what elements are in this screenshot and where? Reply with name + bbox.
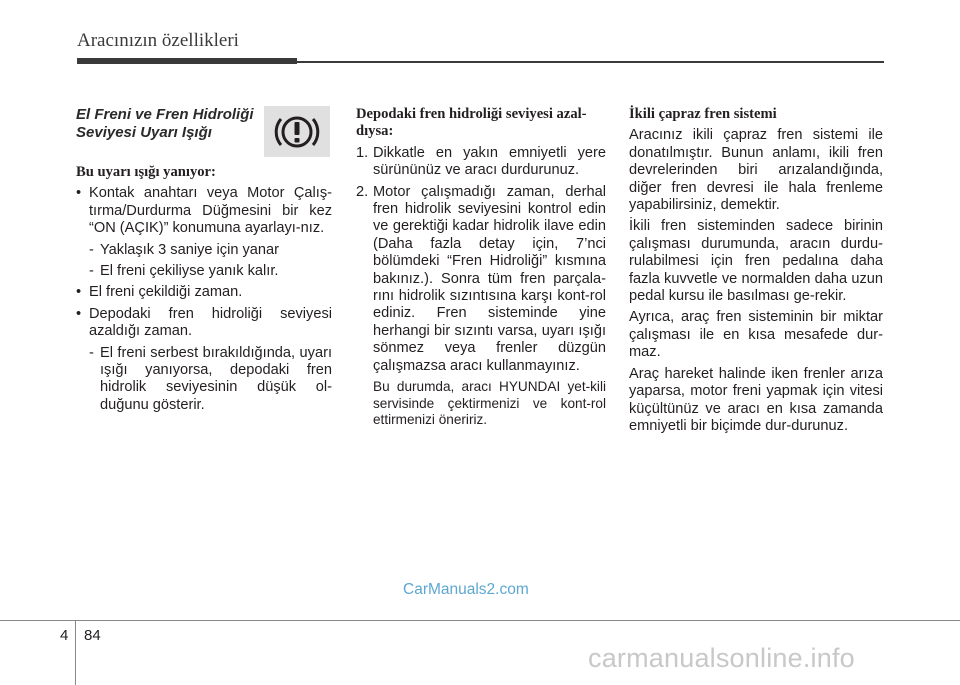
col2-subhead: Depodaki fren hidroliği seviyesi azal-dıysa: xyxy=(356,106,587,140)
col3-subhead: İkili çapraz fren sistemi xyxy=(629,106,777,122)
list-item: 1. Dikkatle en yakın emniyetli yere sürününüz ve aracı durdurunuz. xyxy=(356,144,606,179)
sub-item: - El freni çekiliyse yanık kalır. xyxy=(89,263,279,280)
col2-note: Bu durumda, aracı HYUNDAI yet-kili servisinde çektirmenizi ve kont-rol ettirmenizi öneririz. xyxy=(373,379,606,428)
column-3 xyxy=(629,106,883,439)
column-2 xyxy=(356,106,606,429)
col3-paragraph: Ayrıca, araç fren sisteminin bir miktar çalışması ile en kısa mesafede dur-maz. xyxy=(629,309,883,361)
list-item: 2. Motor çalışmadığı zaman, derhal fren hidrolik seviyesini kontrol edin ve gerektiği kadar hidrolik ilave edin (Daha fazla detay için, 7’nci bölümdeki “Fren Hidroliği” kısmına bakınız.). Sonra tüm fren parçala-rını hidrolik sızıntısına karşı kont-rol ediniz. Fren sisteminde yine herhangi bir sızıntı varsa, uyarı ışığı sönmez veya frenler düzgün çalışmazsa aracı kullanmayınız. xyxy=(356,183,606,374)
col1-subhead: Bu uyarı ışığı yanıyor: xyxy=(76,164,216,180)
list-item: • Kontak anahtarı veya Motor Çalış-tırma/Durdurma Düğmesini bir kez “ON (AÇIK)” konumuna ayarlayı-nız. xyxy=(76,185,332,237)
footer-divider xyxy=(75,620,76,685)
carmanuals-watermark-link[interactable]: CarManuals2.com xyxy=(403,581,529,598)
list-item: • Depodaki fren hidroliği seviyesi azaldığı zaman. xyxy=(76,305,332,340)
sub-item: - Yaklaşık 3 saniye için yanar xyxy=(89,241,279,258)
brake-warning-light-box xyxy=(264,106,330,157)
col3-paragraph: İkili fren sisteminden sadece birinin çalışması durumunda, aracın durdu-rulabilmesi için fren pedalına daha fazla kuvvetle ve normalden daha uzun pedal kursu ile basılması ge-rekir. xyxy=(629,218,883,305)
col3-paragraph: Araç hareket halinde iken frenler arıza yaparsa, motor freni yapmak için vitesi küçültünüz ve aracı en kısa zamanda emniyetli bir biçimde dur-durunuz. xyxy=(629,365,883,434)
header-rule xyxy=(77,61,884,63)
section-title: El Freni ve Fren Hidroliği Seviyesi Uyarı Işığı xyxy=(76,106,254,141)
col3-paragraph: Aracınız ikili çapraz fren sistemi ile donatılmıştır. Bunun anlamı, ikili fren devrelerinden biri arızalandığında, diğer fren devresi ile hala frenleme yapabilirsiniz, demektir. xyxy=(629,127,883,214)
page-section-number: 4 xyxy=(60,627,69,644)
exclamation-circle-icon xyxy=(274,111,320,153)
site-watermark: carmanualsonline.info xyxy=(588,643,855,673)
page-number: 84 xyxy=(84,627,101,644)
list-item: • El freni çekildiği zaman. xyxy=(76,284,243,301)
page-header-title: Aracınızın özellikleri xyxy=(77,30,239,51)
sub-item: - El freni serbest bırakıldığında, uyarı ışığı yanıyorsa, depodaki fren hidrolik seviyesinin düşük ol-duğunu gösterir. xyxy=(89,344,332,413)
footer-rule xyxy=(0,620,960,621)
